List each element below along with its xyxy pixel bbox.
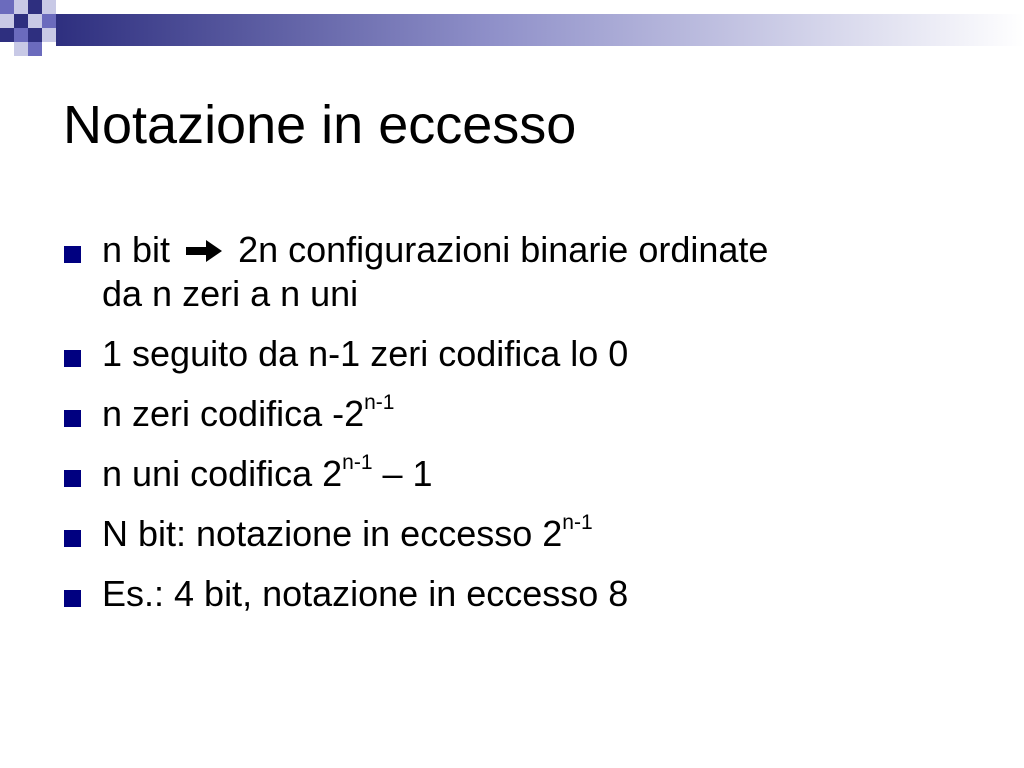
bullet-text-zero-to-one: da n zeri a n uni	[102, 273, 359, 314]
square-bullet-icon	[64, 470, 81, 487]
bullet-list	[63, 228, 963, 632]
superscript-exponent: n-1	[342, 451, 373, 474]
bullet-text-n-bit: n bit	[102, 229, 171, 270]
superscript-exponent: n-1	[364, 391, 395, 414]
bullet-text: n uni codifica 2	[102, 453, 343, 494]
square-bullet-icon	[64, 590, 81, 607]
right-arrow-icon	[184, 238, 224, 264]
bullet-text: N bit: notazione in eccesso 2	[102, 513, 563, 554]
square-bullet-icon	[64, 530, 81, 547]
banner-squares	[0, 0, 56, 56]
bullet-item-bit-configurations	[63, 228, 963, 316]
slide-title: Notazione in eccesso	[63, 95, 577, 155]
bullet-item-example	[63, 572, 963, 616]
square-bullet-icon	[64, 246, 81, 263]
bullet-item-ones-encoding	[63, 452, 963, 496]
bullet-item-n-bit-excess	[63, 512, 963, 556]
bullet-item-zeros-encoding	[63, 392, 963, 436]
bullet-text: Es.: 4 bit, notazione in eccesso 8	[102, 573, 629, 614]
square-bullet-icon	[64, 410, 81, 427]
bullet-item-zero-encoding	[63, 332, 963, 376]
bullet-text: n zeri codifica -2	[102, 393, 365, 434]
decorative-banner	[0, 0, 1024, 62]
bullet-text: 1 seguito da n-1 zeri codifica lo 0	[102, 333, 629, 374]
superscript-exponent: n-1	[562, 511, 593, 534]
bullet-text-configurations: 2n configurazioni binarie ordinate	[238, 229, 769, 270]
bullet-text-minus-one: – 1	[372, 453, 433, 494]
square-bullet-icon	[64, 350, 81, 367]
